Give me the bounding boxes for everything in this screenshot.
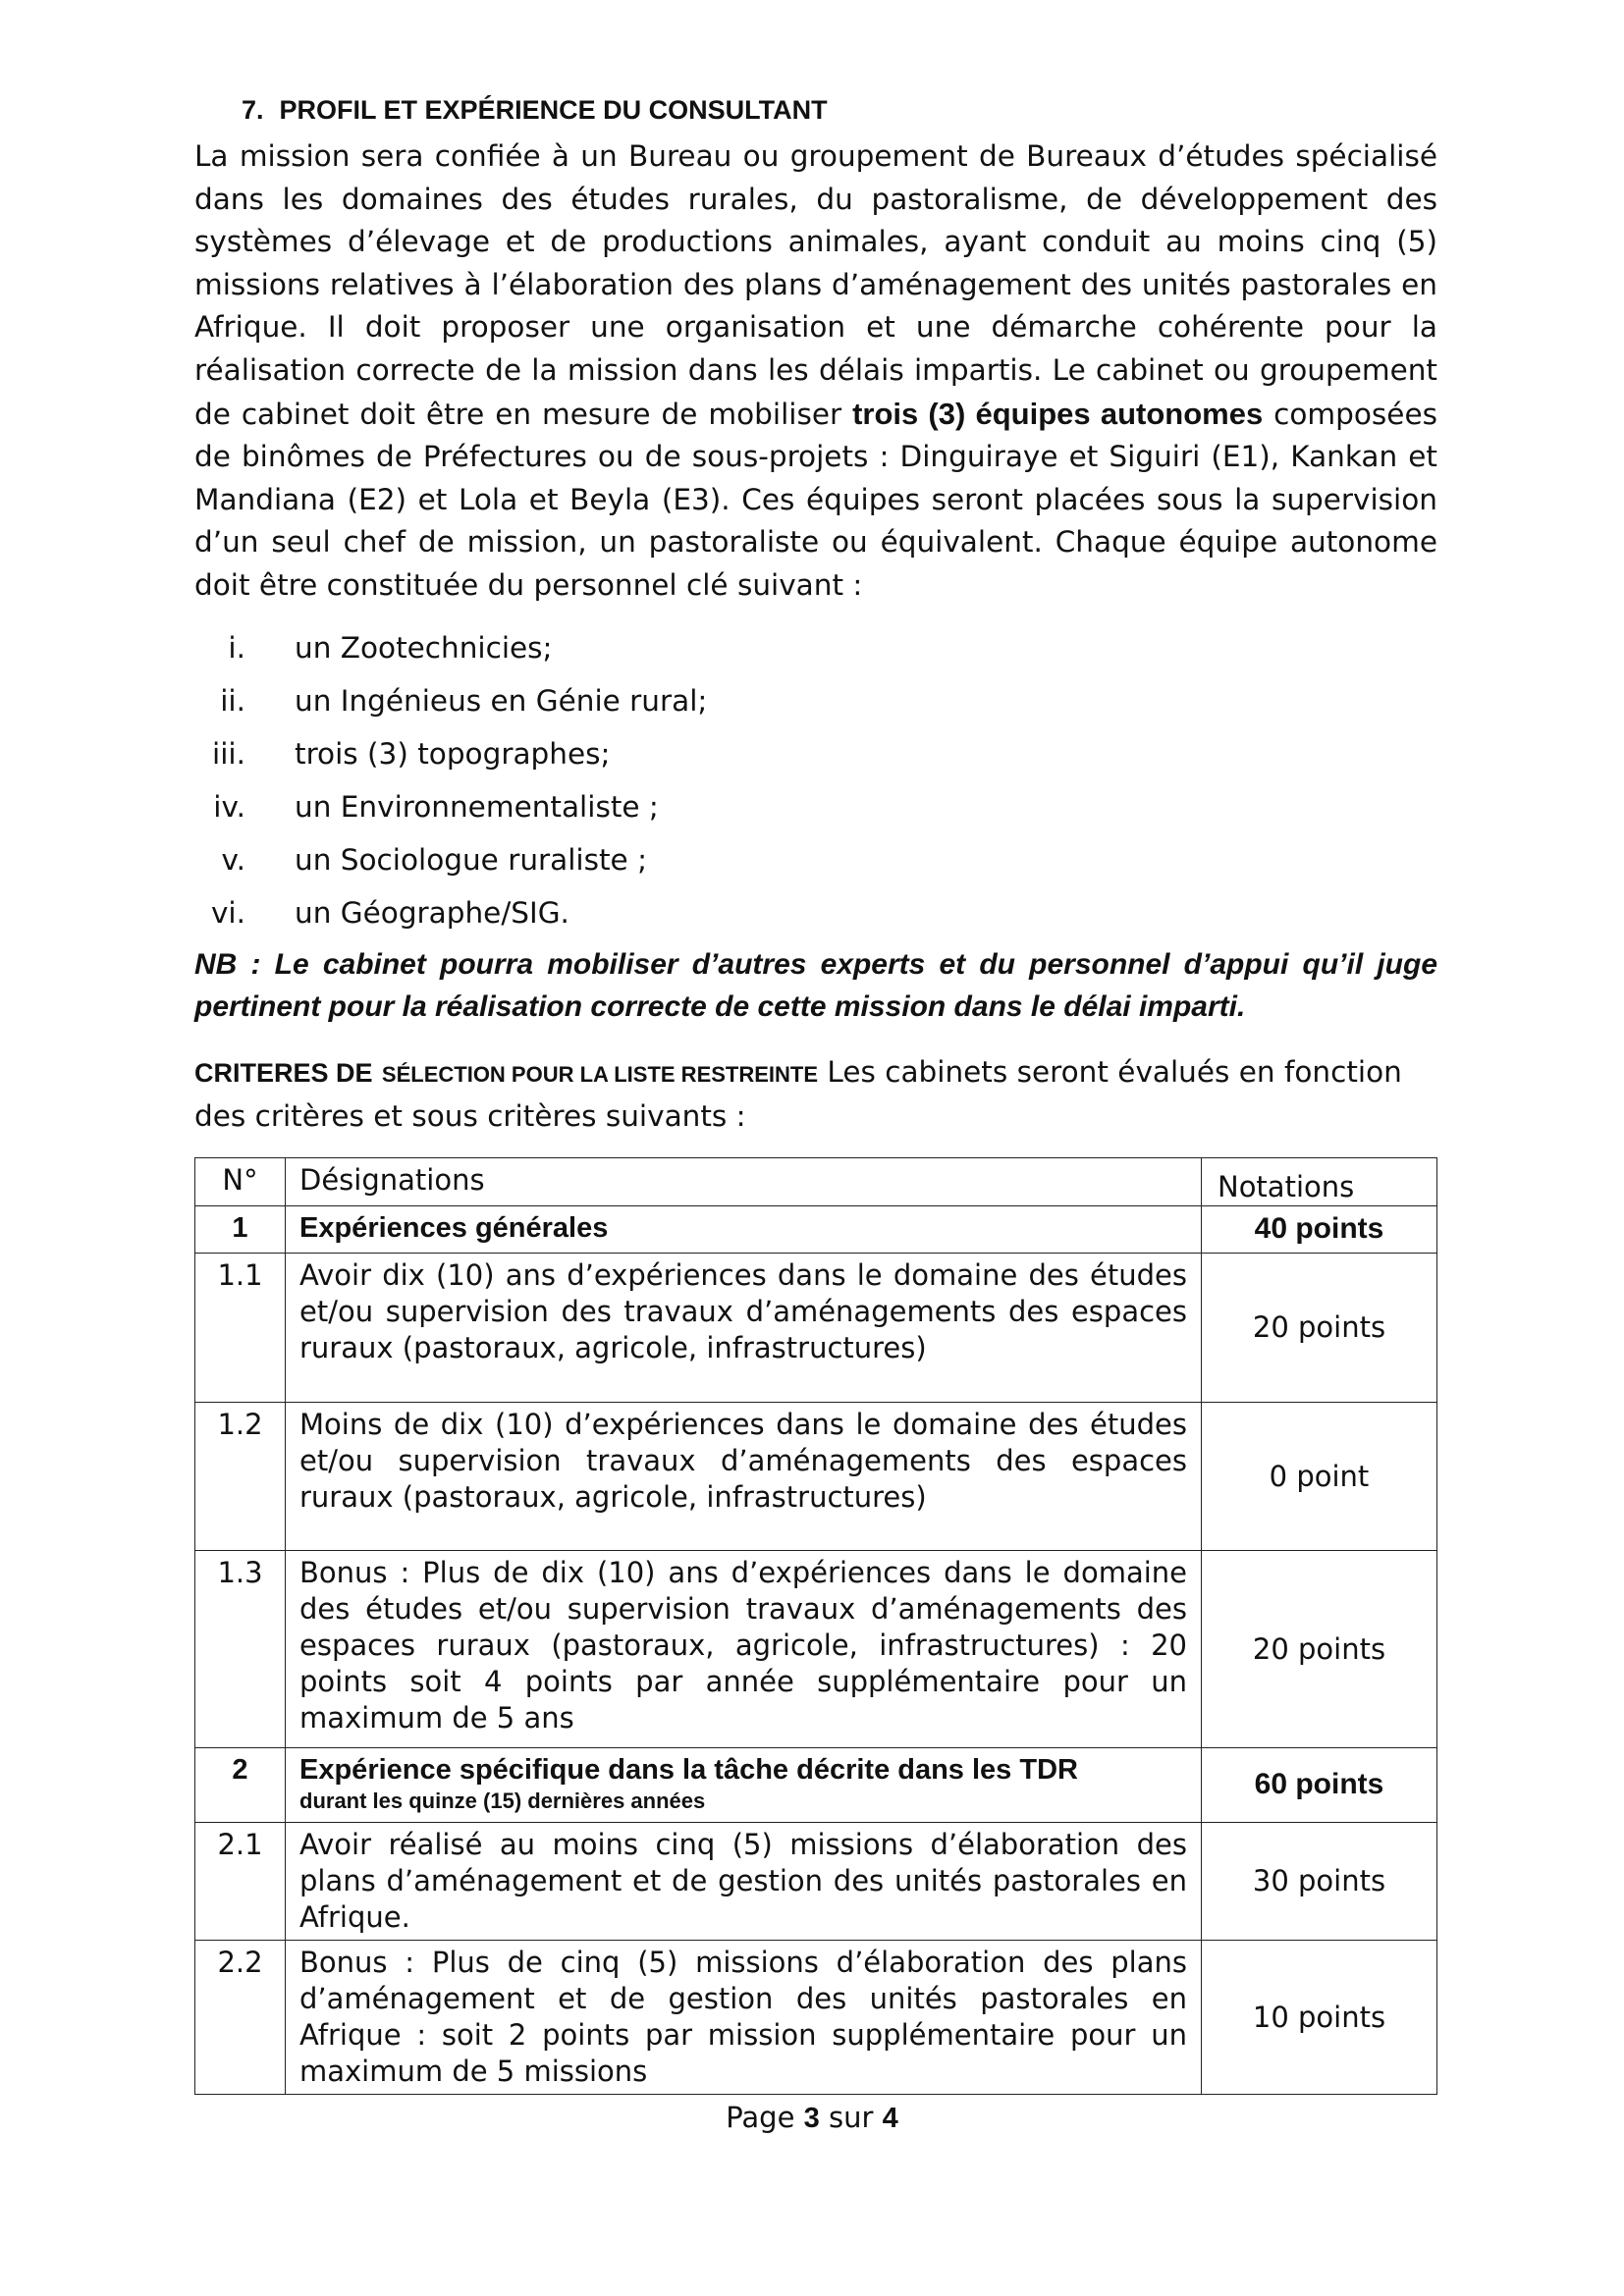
row-designation: Bonus : Plus de cinq (5) missions d’élaboration des plans d’aménagement et de gestion des unités pastorales en Afrique : soit 2 points par mission supplémentaire pour un maximum de 5 missions [286,1940,1202,2094]
row-designation: Expériences générales [286,1205,1202,1253]
intro-bold-teams: trois (3) équipes autonomes [852,396,1264,431]
table-row [195,1940,1437,2094]
page-footer [0,2101,1624,2135]
row-points: 10 points [1202,1940,1437,2094]
footer-total-pages: 4 [882,2103,898,2134]
criteria-title-part1: CRITERES DE [194,1057,373,1088]
intro-paragraph [194,135,1437,608]
list-item [194,674,1437,727]
section-number: 7. [242,95,264,125]
table-row [195,1747,1437,1822]
row-designation-main: Expérience spécifique dans la tâche décrite dans les TDR [299,1753,1078,1786]
intro-text-after: composées de binômes de Préfectures ou de sous-projets : Dinguiraye et Siguiri (E1), Kankan et Mandiana (E2) et Lola et Beyla (E3). Ces équipes seront placées sous la supervision d’un seul chef de mission, un pastoraliste ou équivalent. Chaque équipe autonome doit être constituée du personnel clé suivant : [194,397,1437,602]
section-heading [242,90,1437,135]
list-label: un Zootechnicies; [295,630,553,665]
row-points: 60 points [1202,1747,1437,1822]
row-num: 2.2 [195,1940,286,2094]
criteria-intro [194,1051,1437,1139]
list-numeral: ii. [220,683,245,718]
list-numeral: iv. [213,789,245,824]
list-numeral: v. [221,842,245,877]
row-points: 20 points [1202,1550,1437,1747]
row-designation: Bonus : Plus de dix (10) ans d’expériences dans le domaine des études et/ou supervision travaux d’aménagements des espaces ruraux (pastoraux, agricole, infrastructures) : 20 points soit 4 points par année supplémentaire pour un maximum de 5 ans [286,1550,1202,1747]
row-points: 20 points [1202,1253,1437,1402]
header-notation: Notations [1202,1157,1437,1205]
row-designation: Moins de dix (10) d’expériences dans le domaine des études et/ou supervision travaux d’aménagements des espaces ruraux (pastoraux, agricole, infrastructures) [286,1402,1202,1550]
list-numeral: vi. [210,895,245,930]
list-item [194,621,1437,674]
list-numeral: iii. [212,736,245,771]
row-num: 2.1 [195,1822,286,1940]
criteria-title-part2: SÉLECTION POUR LA LISTE RESTREINTE [381,1061,819,1087]
list-label: trois (3) topographes; [295,736,611,771]
table-row [195,1822,1437,1940]
row-num: 2 [195,1747,286,1822]
row-num: 1.2 [195,1402,286,1550]
footer-current-page: 3 [803,2103,820,2134]
row-points: 30 points [1202,1822,1437,1940]
row-num: 1.1 [195,1253,286,1402]
row-num: 1.3 [195,1550,286,1747]
footer-page-word: Page [726,2101,795,2134]
intro-text-before: La mission sera confiée à un Bureau ou groupement de Bureaux d’études spécialisé dans les domaines des études rurales, du pastoralisme, de développement des systèmes d’élevage et de productions animales, ayant conduit au moins cinq (5) missions relatives à l’élaboration des plans d’aménagement des unités pastorales en Afrique. Il doit proposer une organisation et une démarche cohérente pour la réalisation correcte de la mission dans les délais impartis. Le cabinet ou groupement de cabinet doit être en mesure de mobiliser [194,139,1437,431]
row-designation: Avoir dix (10) ans d’expériences dans le domaine des études et/ou supervision des travaux d’aménagements des espaces ruraux (pastoraux, agricole, infrastructures) [286,1253,1202,1402]
table-row [195,1253,1437,1402]
list-label: un Environnementaliste ; [295,789,659,824]
footer-sur-word: sur [829,2101,874,2134]
list-numeral: i. [228,630,245,665]
header-designation: Désignations [286,1157,1202,1205]
staff-list [194,621,1437,939]
row-points: 40 points [1202,1205,1437,1253]
header-num: N° [195,1157,286,1205]
table-row [195,1205,1437,1253]
row-designation-sub: durant les quinze (15) dernières années [299,1788,706,1813]
list-item [194,727,1437,780]
table-row [195,1550,1437,1747]
document-page [194,90,1437,2095]
table-header-row [195,1157,1437,1205]
row-points: 0 point [1202,1402,1437,1550]
list-label: un Ingénieus en Génie rural; [295,683,708,718]
row-designation: Avoir réalisé au moins cinq (5) missions d’élaboration des plans d’aménagement et de gestion des unités pastorales en Afrique. [286,1822,1202,1940]
list-item [194,780,1437,833]
list-item [194,833,1437,886]
table-row [195,1402,1437,1550]
criteria-text: Les cabinets seront évalués en fonction des critères et sous critères suivants : [194,1054,1402,1134]
list-item [194,886,1437,939]
section-title: PROFIL ET EXPÉRIENCE DU CONSULTANT [279,95,828,125]
row-designation [286,1747,1202,1822]
nb-note: NB : Le cabinet pourra mobiliser d’autres experts et du personnel d’appui qu’il juge pertinent pour la réalisation correcte de cette mission dans le délai imparti. [194,947,1437,1023]
row-num: 1 [195,1205,286,1253]
selection-criteria-table [194,1157,1437,2095]
list-label: un Géographe/SIG. [295,895,569,930]
list-label: un Sociologue ruraliste ; [295,842,648,877]
